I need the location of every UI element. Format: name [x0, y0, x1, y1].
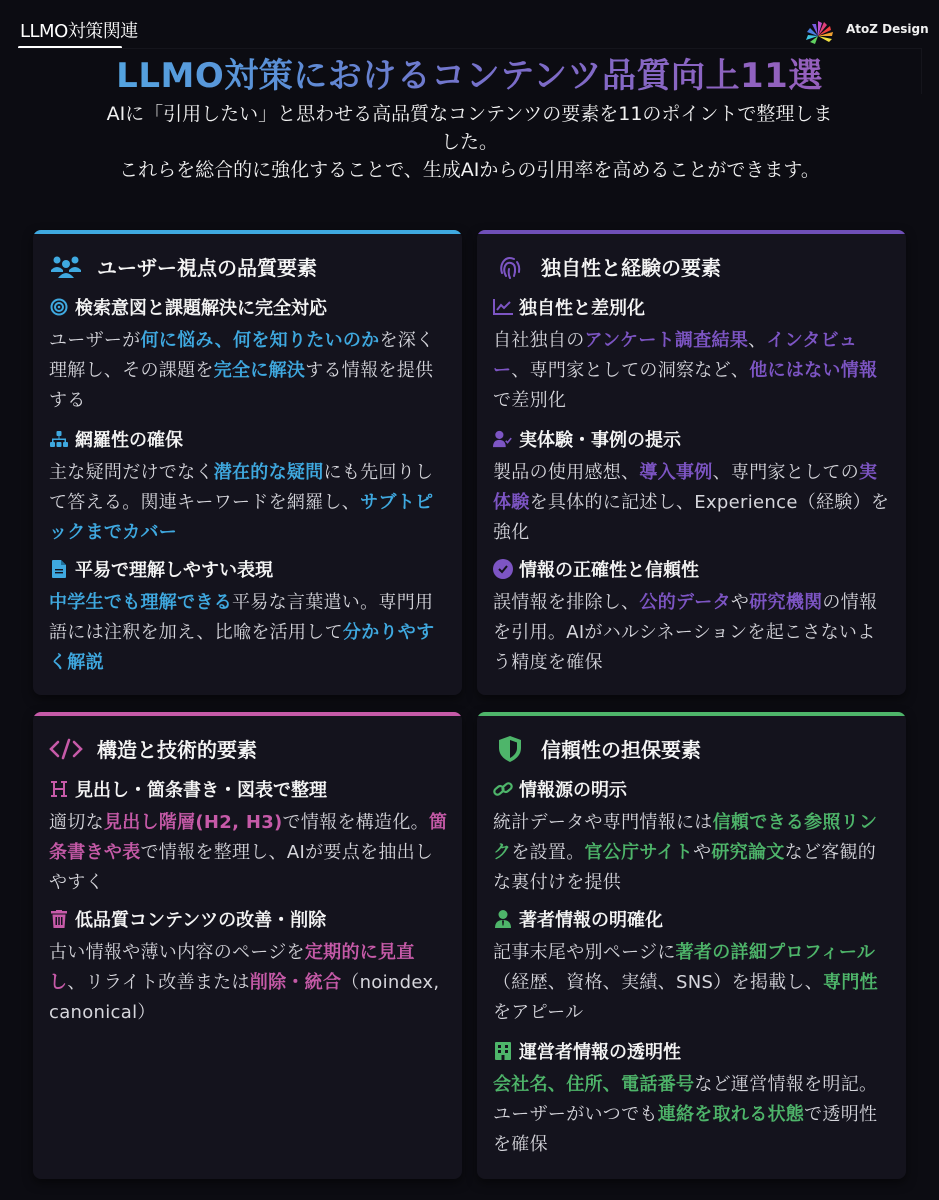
card-title: 構造と技術的要素 — [97, 738, 257, 762]
card-accent-bar — [477, 230, 906, 234]
highlight-text: 定期的に見直し — [49, 942, 415, 993]
highlight-text: 実体験 — [493, 462, 878, 513]
highlight-text: サブトピックまでカバー — [49, 492, 434, 543]
item-body — [493, 808, 893, 898]
highlight-text: 中学生でも理解できる — [49, 592, 232, 613]
highlight-text: 箇条書きや表 — [49, 812, 448, 863]
card-uniqueness-experience — [477, 230, 906, 695]
body-text: ユーザーが — [49, 330, 141, 351]
trash-icon — [49, 909, 69, 929]
body-text: 古い情報や薄い内容のページを — [49, 942, 305, 963]
highlight-text: インタビュー — [493, 330, 858, 381]
body-text: を設置。 — [511, 842, 585, 863]
body-text: をアピール — [493, 1002, 584, 1023]
intro-text — [100, 100, 839, 184]
body-text: 製品の使用感想、 — [493, 462, 640, 483]
body-text: 統計データや専門情報には — [493, 812, 713, 833]
card-header — [493, 252, 721, 281]
body-text: で透明性を確保 — [493, 1104, 878, 1155]
item-body — [493, 458, 893, 548]
item-body — [49, 588, 449, 678]
highlight-text: 導入事例 — [639, 462, 713, 483]
body-text: 主な疑問だけでなく — [49, 462, 214, 483]
highlight-text: 専門性 — [823, 972, 878, 993]
body-text: など客観的な裏付けを提供 — [493, 842, 877, 893]
highlight-text: 見出し階層(H2, H3) — [103, 812, 283, 833]
body-text: で差別化 — [493, 390, 567, 411]
target-icon — [49, 297, 69, 317]
body-text: を深く理解し、その課題を — [49, 330, 435, 381]
body-text: （経歴、資格、実績、SNS）を掲載し、 — [493, 972, 824, 993]
item-title: 低品質コンテンツの改善・削除 — [75, 910, 327, 931]
shield-icon — [493, 735, 527, 763]
body-text: の情報を引用。AIがハルシネーションを起こさないよう精度を確保 — [493, 592, 878, 673]
item-title: 実体験・事例の提示 — [519, 430, 681, 451]
body-text: 、リライト改善または — [67, 972, 250, 993]
highlight-text: 完全に解決 — [213, 360, 306, 381]
highlight-text: 公的データ — [639, 592, 731, 613]
card-user-perspective — [33, 230, 462, 695]
body-text: で情報を構造化。 — [282, 812, 429, 833]
fingerprint-icon — [493, 253, 527, 281]
card-accent-bar — [477, 712, 906, 716]
item-body — [49, 938, 449, 1028]
card-header — [49, 734, 257, 763]
logo-burst-icon — [804, 14, 840, 44]
body-text: する情報を提供する — [49, 360, 434, 411]
item-body — [493, 1070, 893, 1160]
body-text: 記事末尾や別ページに — [493, 942, 676, 963]
user-tie-icon — [493, 909, 513, 929]
document-icon — [49, 559, 69, 579]
user-check-icon — [493, 429, 513, 449]
highlight-text: 官公庁サイト — [584, 842, 694, 863]
item-source-disclosure — [493, 776, 893, 898]
chart-line-icon — [493, 297, 513, 317]
item-plain-expression — [49, 556, 449, 678]
item-title: 検索意図と課題解決に完全対応 — [75, 298, 327, 319]
item-accuracy-reliability — [493, 556, 893, 678]
card-trustworthiness — [477, 712, 906, 1179]
link-icon — [493, 779, 513, 799]
body-text: にも先回りして答える。関連キーワードを網羅し、 — [49, 462, 434, 513]
highlight-text: 分かりやすく解説 — [49, 622, 435, 673]
body-text: （noindex, canonical） — [49, 972, 440, 1023]
item-title: 見出し・箇条書き・図表で整理 — [75, 780, 327, 801]
logo-text: AtoZ Design — [846, 22, 929, 36]
check-circle-icon — [493, 559, 513, 579]
card-structure-technical — [33, 712, 462, 1179]
highlight-text: 潜在的な疑問 — [213, 462, 324, 483]
intro-line-2: これらを総合的に強化することで、生成AIからの引用率を高めることができます。 — [119, 159, 820, 181]
card-accent-bar — [33, 712, 462, 716]
body-text: 、専門家としての — [712, 462, 860, 483]
item-search-intent — [49, 294, 449, 416]
item-title: 網羅性の確保 — [75, 430, 183, 451]
body-text: を具体的に記述し、Experience（経験）を強化 — [493, 492, 890, 543]
users-icon — [49, 253, 83, 281]
body-text: など運営情報を明記。ユーザーがいつでも — [493, 1074, 878, 1125]
card-title: 独自性と経験の要素 — [541, 256, 721, 280]
highlight-text: 削除・統合 — [249, 972, 342, 993]
sitemap-icon — [49, 429, 69, 449]
category-label: LLMO対策関連 — [20, 21, 138, 42]
highlight-text: 信頼できる参照リンク — [493, 812, 878, 863]
item-body — [49, 458, 449, 548]
item-title: 運営者情報の透明性 — [519, 1042, 681, 1063]
card-title: 信頼性の担保要素 — [541, 738, 701, 762]
code-icon — [49, 735, 83, 763]
highlight-text: 研究機関 — [749, 592, 823, 613]
heading-icon — [49, 779, 69, 799]
item-title: 著者情報の明確化 — [519, 910, 663, 931]
card-header — [493, 734, 701, 763]
item-body — [493, 326, 893, 416]
page-title: LLMO対策におけるコンテンツ品質向上11選 — [0, 48, 939, 97]
item-title: 情報の正確性と信頼性 — [519, 560, 699, 581]
highlight-text: 著者の詳細プロフィール — [675, 942, 876, 963]
item-comprehensiveness — [49, 426, 449, 548]
item-real-experience — [493, 426, 893, 548]
body-text: 平易な言葉遣い。専門用語には注釈を加え、比喩を活用して — [49, 592, 434, 643]
item-body — [49, 326, 449, 416]
item-title: 情報源の明示 — [519, 780, 627, 801]
body-text: 誤情報を排除し、 — [493, 592, 640, 613]
card-title: ユーザー視点の品質要素 — [97, 256, 317, 280]
item-title: 独自性と差別化 — [519, 298, 645, 319]
building-icon — [493, 1041, 513, 1061]
body-text: で情報を整理し、AIが要点を抽出しやすく — [49, 842, 434, 893]
item-title: 平易で理解しやすい表現 — [75, 560, 273, 581]
highlight-text: 研究論文 — [711, 842, 785, 863]
body-text: や — [693, 842, 712, 863]
item-author-info — [493, 906, 893, 1028]
body-text: 、専門家としての洞察など、 — [511, 360, 750, 381]
card-header — [49, 252, 317, 281]
highlight-text: 他にはない情報 — [749, 360, 878, 381]
item-operator-transparency — [493, 1038, 893, 1160]
highlight-text: アンケート調査結果 — [584, 330, 749, 351]
body-text: や — [730, 592, 750, 613]
item-differentiation — [493, 294, 893, 416]
item-body — [493, 588, 893, 678]
body-text: 自社独自の — [493, 330, 585, 351]
logo — [804, 14, 929, 44]
item-low-quality-content — [49, 906, 449, 1028]
card-accent-bar — [33, 230, 462, 234]
body-text: 適切な — [49, 812, 104, 833]
intro-line-1: AIに「引用したい」と思わせる高品質なコンテンツの要素を11のポイントで整理しました。 — [106, 103, 833, 153]
highlight-text: 連絡を取れる状態 — [657, 1104, 805, 1125]
body-text: 、 — [748, 330, 767, 351]
item-body — [493, 938, 893, 1028]
highlight-text: 何に悩み、何を知りたいのか — [140, 330, 380, 351]
item-headings-lists — [49, 776, 449, 898]
highlight-text: 会社名、住所、電話番号 — [493, 1074, 695, 1095]
item-body — [49, 808, 449, 898]
